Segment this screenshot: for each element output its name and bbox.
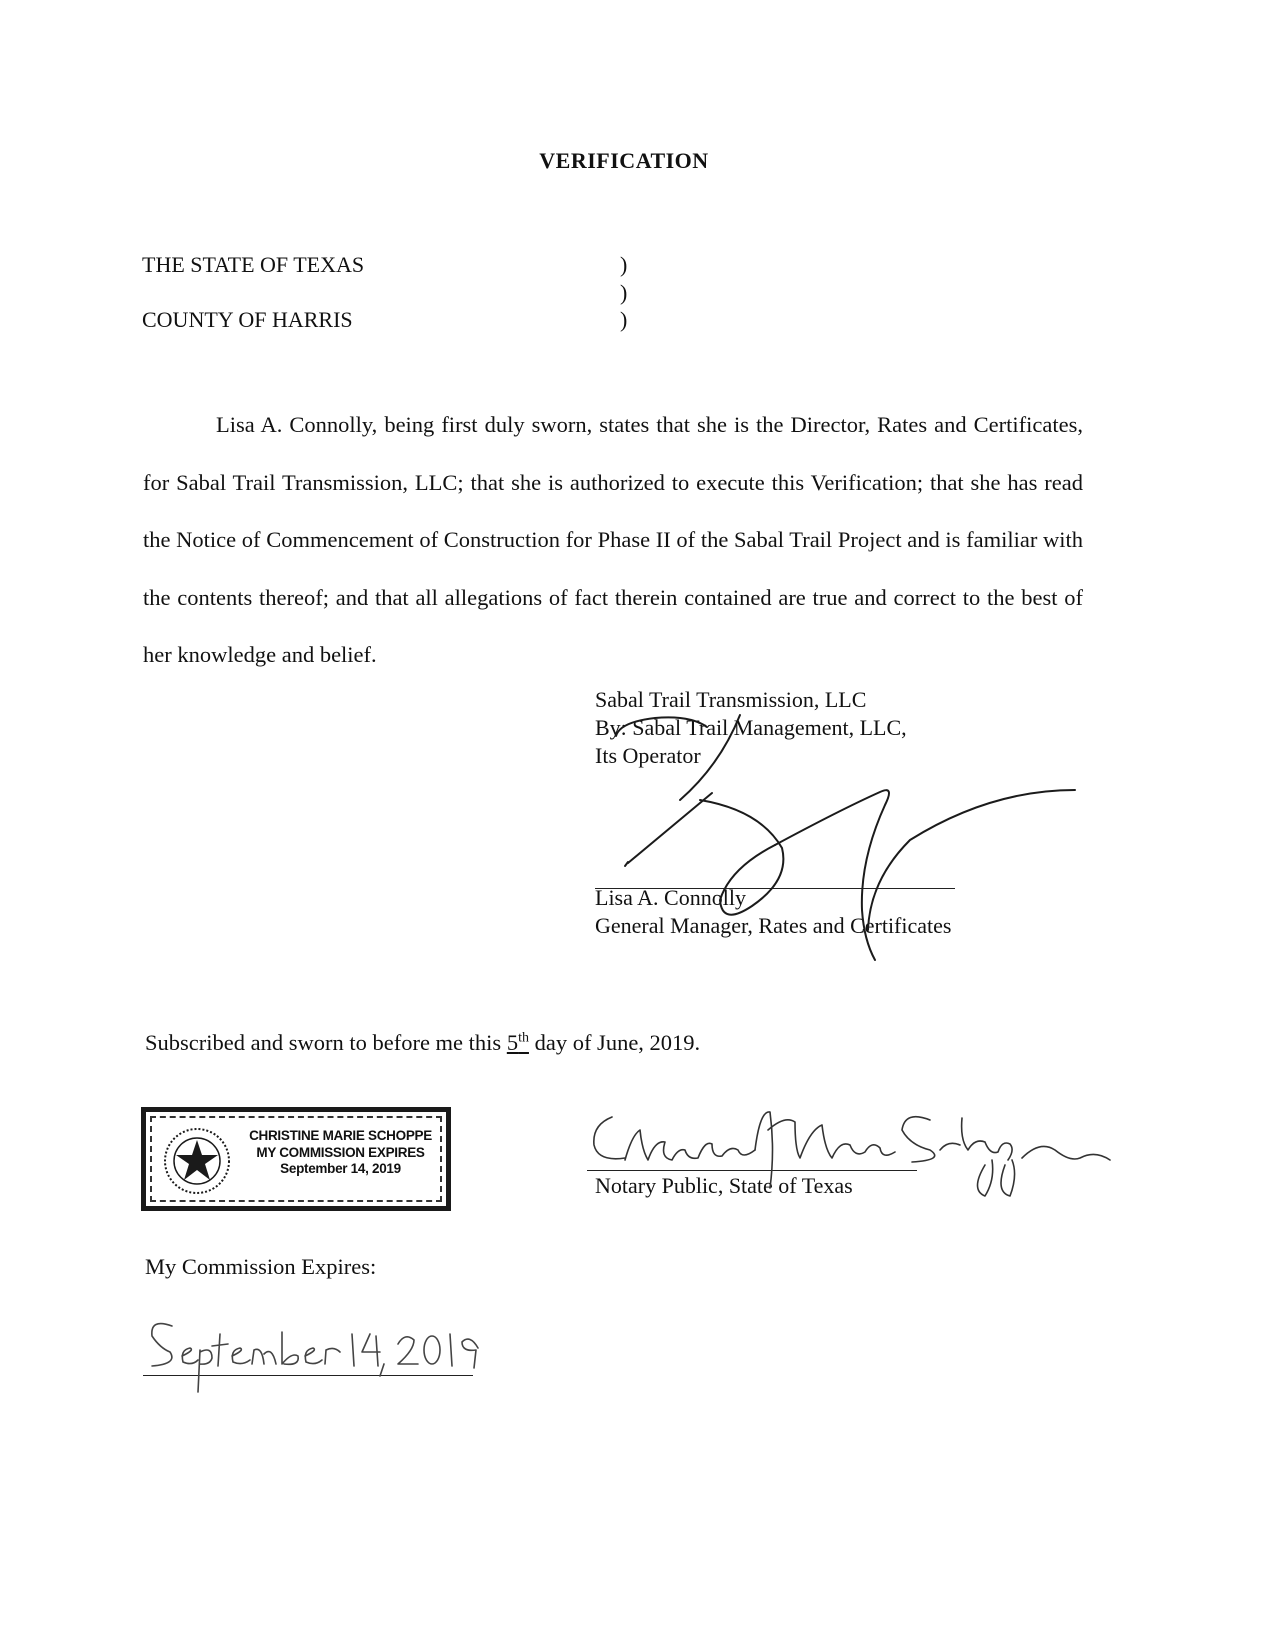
- venue-paren-3: ): [620, 307, 628, 332]
- sworn-statement: [145, 1030, 700, 1056]
- notary-stamp: [141, 1107, 451, 1211]
- venue-paren-2: ): [620, 280, 628, 305]
- expiry-line: [143, 1375, 473, 1376]
- company-role: Its Operator: [595, 743, 701, 768]
- venue-county: COUNTY OF HARRIS: [142, 307, 353, 332]
- sworn-prefix: Subscribed and sworn to before me this: [145, 1030, 502, 1055]
- signer-title: General Manager, Rates and Certificates: [595, 913, 952, 938]
- document-title: VERIFICATION: [539, 148, 709, 173]
- stamp-expiry-date: September 14, 2019: [280, 1161, 401, 1176]
- company-by: By: Sabal Trail Management, LLC,: [595, 715, 907, 740]
- signer-name: Lisa A. Connolly: [595, 885, 746, 910]
- notary-label: Notary Public, State of Texas: [595, 1173, 853, 1198]
- sworn-rest: day of June, 2019.: [534, 1030, 701, 1055]
- commission-label: My Commission Expires:: [145, 1254, 377, 1279]
- handwritten-date-icon: [152, 1324, 478, 1392]
- company-block: [595, 686, 907, 770]
- verification-statement: Lisa A. Connolly, being first duly sworn, states that she is the Director, Rates and Certificates, for Sabal Trail Transmission, LLC; that she is authorized to execute this Verification; that she has read the Notice of Commencement of Construction for Phase II of the Sabal Trail Project and is familiar with the contents thereof; and that all allegations of fact therein contained are true and correct to the best of her knowledge and belief.: [143, 412, 1083, 667]
- sworn-day-suffix: th: [518, 1030, 529, 1046]
- company-name: Sabal Trail Transmission, LLC: [595, 687, 867, 712]
- stamp-notary-name: CHRISTINE MARIE SCHOPPE: [249, 1128, 432, 1143]
- notary-seal-icon: [162, 1126, 232, 1196]
- signer-block: [595, 884, 951, 940]
- stamp-text: [238, 1128, 443, 1178]
- venue-paren-1: ): [620, 252, 628, 277]
- sworn-day: 5th: [506, 1030, 529, 1055]
- venue-state: THE STATE OF TEXAS: [142, 252, 365, 277]
- notary-signature-line: [587, 1170, 917, 1171]
- stamp-commission-label: MY COMMISSION EXPIRES: [256, 1144, 425, 1160]
